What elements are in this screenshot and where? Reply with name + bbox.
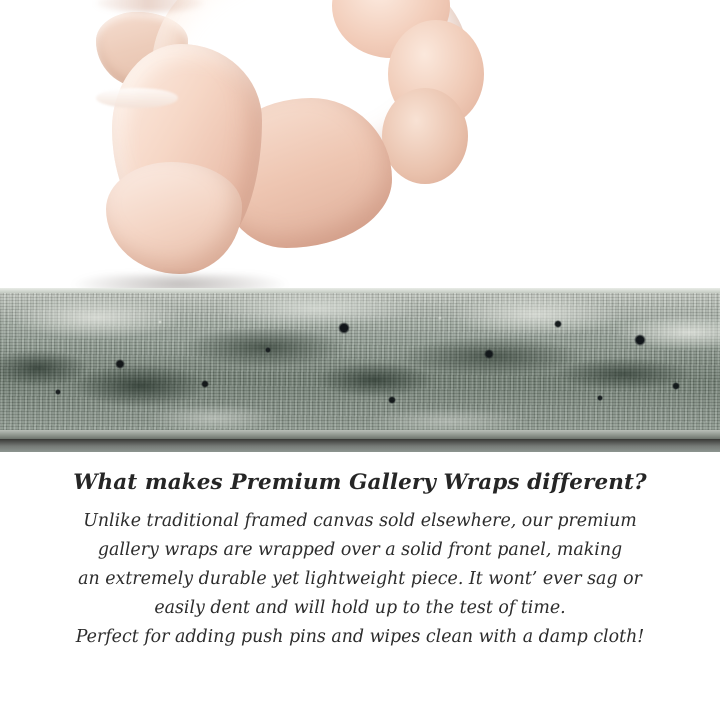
caption-line: Unlike traditional framed canvas sold elsewhere, our premium bbox=[83, 511, 637, 531]
caption-line: easily dent and will hold up to the test of time. bbox=[154, 598, 566, 618]
white-background-area bbox=[0, 0, 720, 292]
canvas-drop-shadow bbox=[0, 439, 720, 452]
caption-block bbox=[0, 470, 720, 652]
canvas-top-highlight bbox=[0, 288, 720, 293]
canvas-side-bevel bbox=[0, 430, 720, 439]
knuckle-lower bbox=[382, 88, 468, 184]
caption-heading: What makes Premium Gallery Wraps different? bbox=[73, 470, 647, 495]
canvas-speckles bbox=[0, 288, 720, 436]
caption-line: gallery wraps are wrapped over a solid front panel, making bbox=[97, 540, 623, 560]
hand-pressing-finger bbox=[96, 0, 476, 292]
caption-body bbox=[36, 507, 684, 652]
fingertip bbox=[106, 162, 242, 274]
fingernail-tip bbox=[96, 88, 178, 108]
caption-line: an extremely durable yet lightweight piece. It wont’ ever sag or bbox=[78, 569, 642, 589]
caption-line: Perfect for adding push pins and wipes clean with a damp cloth! bbox=[75, 627, 645, 647]
gallery-wrap-canvas-edge bbox=[0, 288, 720, 452]
